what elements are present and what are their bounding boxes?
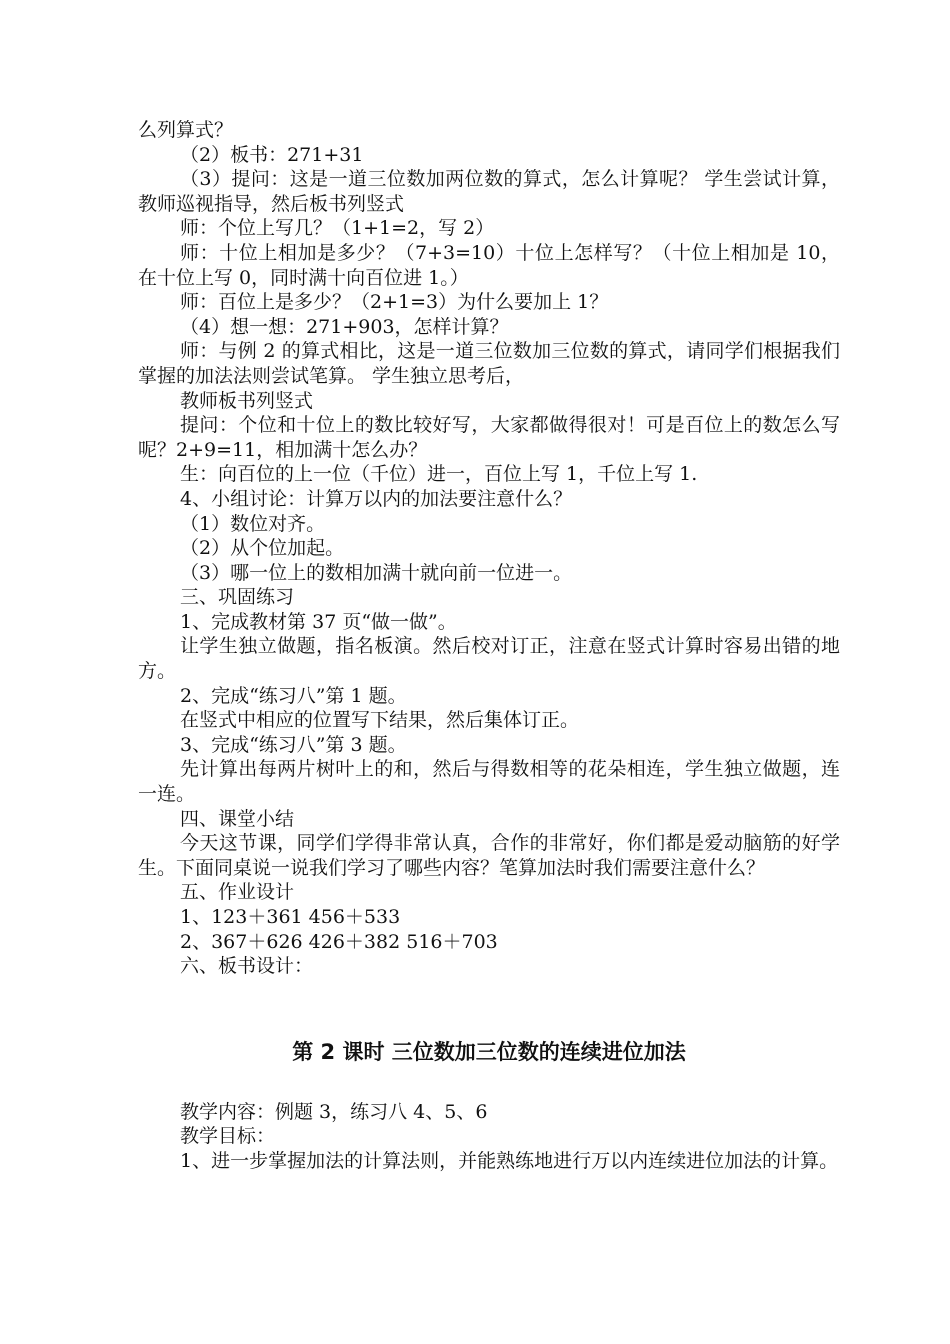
paragraph: 先计算出每两片树叶上的和，然后与得数相等的花朵相连，学生独立做题，连一连。 <box>138 758 840 806</box>
paragraph: 教学目标： <box>180 1125 276 1148</box>
paragraph: 六、板书设计： <box>180 955 314 978</box>
paragraph: （3）提问：这是一道三位数加两位数的算式，怎么计算呢？ 学生尝试计算，教师巡视指导，然后板书列竖式 <box>138 168 840 215</box>
paragraph: 师：十位上相加是多少？（7+3=10）十位上怎样写？（十位上相加是 10，在十位上写 0，同时满十向百位进 1。） <box>138 241 840 289</box>
paragraph: 五、作业设计 <box>180 881 295 904</box>
paragraph: （2）从个位加起。 <box>180 537 345 560</box>
paragraph: 师：与例 2 的算式相比，这是一道三位数加三位数的算式，请同学们根据我们掌握的加法法则尝试笔算。 学生独立思考后， <box>138 340 840 387</box>
paragraph: （2）板书：271+31 <box>180 143 364 166</box>
paragraph: 四、课堂小结 <box>180 807 295 830</box>
paragraph: 3、完成“练习八”第 3 题。 <box>180 733 407 756</box>
paragraph: 么列算式？ <box>138 119 234 141</box>
paragraph: 师：个位上写几？（1+1=2，写 2） <box>180 217 495 240</box>
body-text-before <box>138 118 840 979</box>
paragraph: 2、完成“练习八”第 1 题。 <box>180 684 407 707</box>
paragraph: 1、完成教材第 37 页“做一做”。 <box>180 610 457 633</box>
paragraph: 在竖式中相应的位置写下结果，然后集体订正。 <box>180 709 580 732</box>
paragraph: 教学内容：例题 3，练习八 4、5、6 <box>180 1100 488 1123</box>
paragraph: 4、小组讨论：计算万以内的加法要注意什么？ <box>180 487 573 510</box>
paragraph: 今天这节课，同学们学得非常认真，合作的非常好，你们都是爱动脑筋的好学生。下面同桌说一说我们学习了哪些内容？笔算加法时我们需要注意什么？ <box>138 832 840 879</box>
paragraph: 教师板书列竖式 <box>180 389 314 412</box>
paragraph: 2、367＋626 426＋382 516＋703 <box>180 930 498 953</box>
paragraph: 三、巩固练习 <box>180 586 295 609</box>
section-title: 第 2 课时 三位数加三位数的连续进位加法 <box>292 1039 686 1064</box>
paragraph: 师：百位上是多少？（2+1=3）为什么要加上 1？ <box>180 291 609 314</box>
paragraph: 让学生独立做题，指名板演。然后校对订正，注意在竖式计算时容易出错的地方。 <box>138 635 840 683</box>
paragraph: （1）数位对齐。 <box>180 512 326 535</box>
body-text-after <box>138 1100 840 1174</box>
paragraph: 1、123＋361 456＋533 <box>180 906 401 928</box>
paragraph: 生：向百位的上一位（千位）进一，百位上写 1，千位上写 1. <box>180 463 698 486</box>
paragraph: （4）想一想：271+903，怎样计算？ <box>180 315 509 338</box>
paragraph: 1、进一步掌握加法的计算法则，并能熟练地进行万以内连续进位加法的计算。 <box>180 1149 839 1172</box>
paragraph: 提问：个位和十位上的数比较好写，大家都做得很对！可是百位上的数怎么写呢？2+9=11，相加满十怎么办？ <box>138 414 840 461</box>
paragraph: （3）哪一位上的数相加满十就向前一位进一。 <box>180 561 573 584</box>
